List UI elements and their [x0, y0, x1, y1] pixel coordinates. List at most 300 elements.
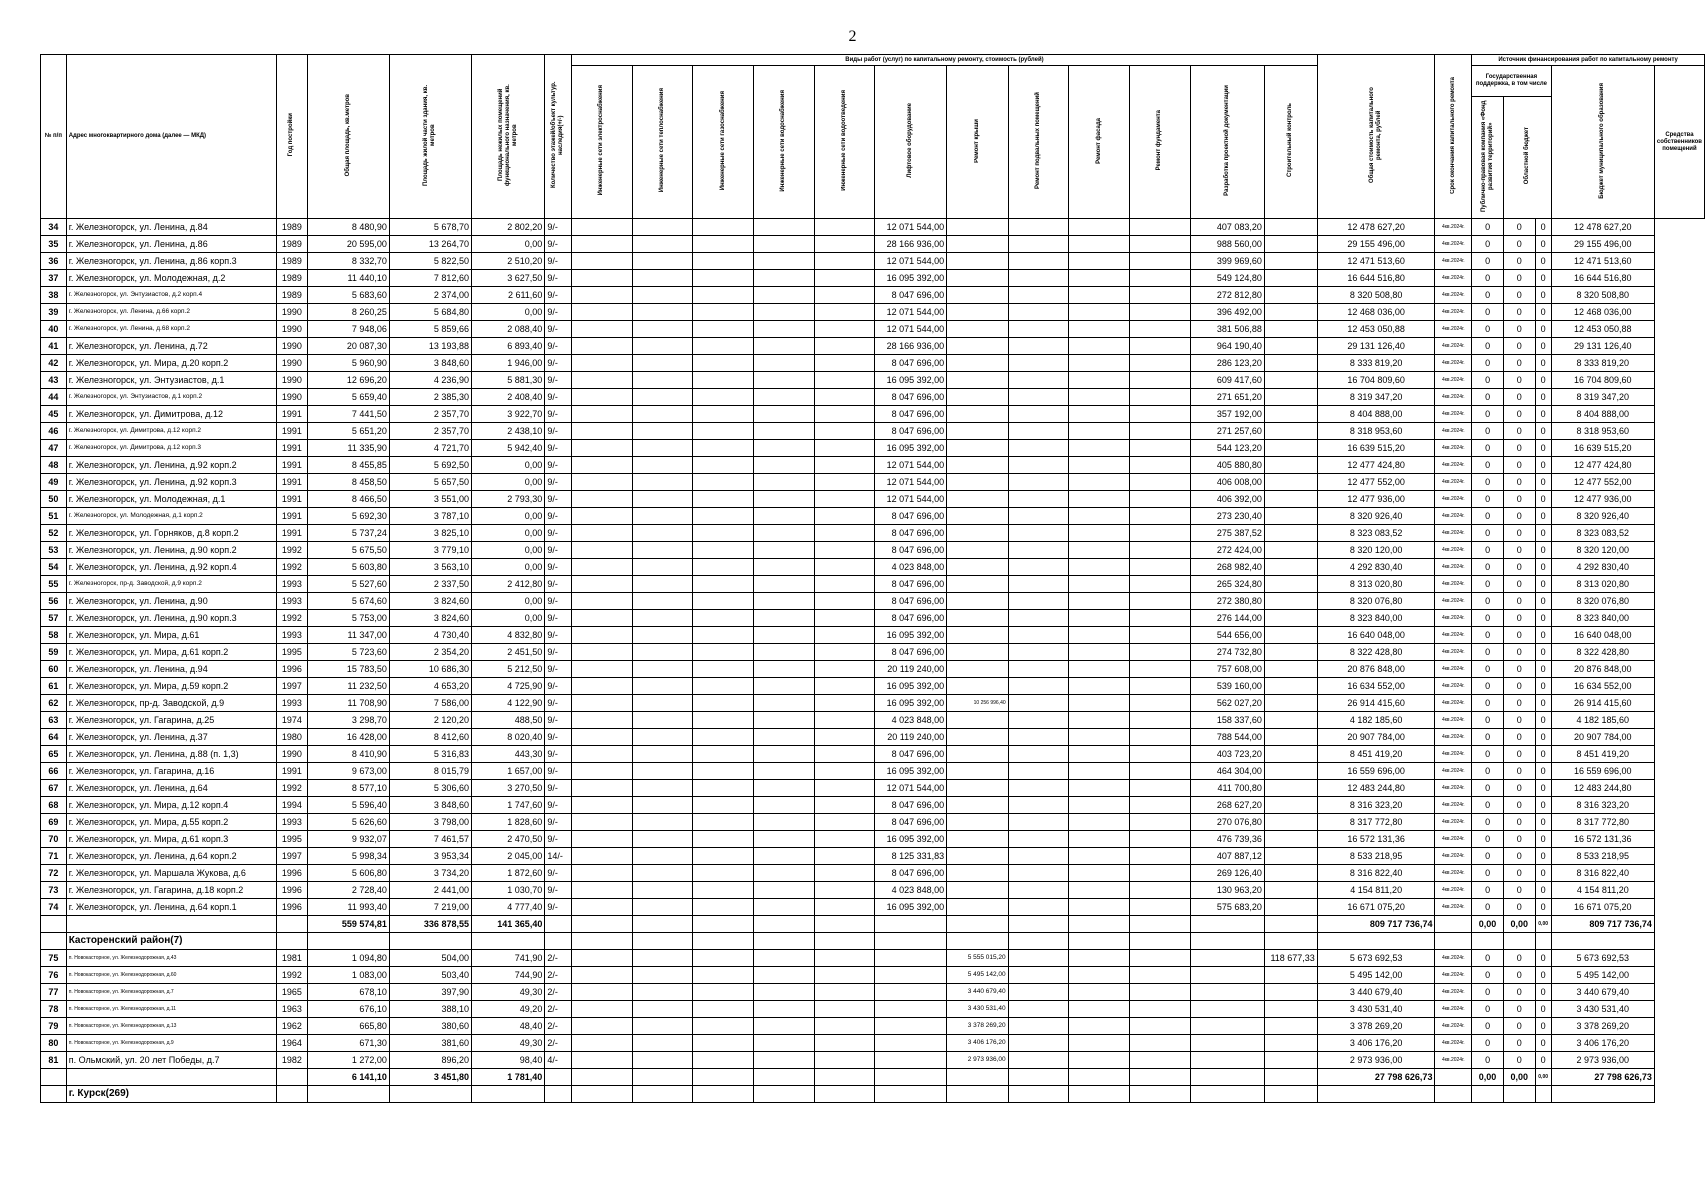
table-row — [41, 1052, 1705, 1069]
row-work-empty — [693, 304, 754, 321]
subtotal-total-cost: 27 798 626,73 — [1317, 1069, 1435, 1086]
row-floors: 9/- — [545, 287, 572, 304]
row-work-empty — [814, 372, 875, 389]
row-total-cost: 3 378 269,20 — [1317, 1018, 1435, 1035]
row-work-empty — [1008, 984, 1069, 1001]
row-municipal: 0 — [1535, 746, 1551, 763]
row-work-empty — [693, 865, 754, 882]
row-term: 4кв.2024г. — [1435, 661, 1472, 678]
row-work-empty — [754, 406, 815, 423]
table-row — [41, 644, 1705, 661]
row-work-empty — [1129, 304, 1190, 321]
row-work-empty — [1008, 712, 1069, 729]
row-address: г. Железногорск, ул. Молодежная, д.1 — [66, 491, 276, 508]
row-lift-cost: 16 095 392,00 — [875, 899, 947, 916]
row-work-empty — [814, 950, 875, 967]
row-living-area: 381,60 — [389, 1035, 471, 1052]
row-project-cost — [1190, 967, 1264, 984]
row-address: г. Железногорск, ул. Гагарина, д.18 корп.2 — [66, 882, 276, 899]
row-municipal: 0 — [1535, 1052, 1551, 1069]
row-address: г. Железногорск, пр-д. Заводской, д.9 корп.2 — [66, 576, 276, 593]
row-address: п. Новокасторное, ул. Железнодорожная, д.9 — [66, 1035, 276, 1052]
row-nonres-area: 0,00 — [471, 610, 544, 627]
row-municipal: 0 — [1535, 780, 1551, 797]
row-number: 72 — [41, 865, 67, 882]
row-lift-cost: 20 119 240,00 — [875, 661, 947, 678]
row-work-empty — [1069, 542, 1130, 559]
row-number: 59 — [41, 644, 67, 661]
row-term: 4кв.2024г. — [1435, 1018, 1472, 1035]
row-own-funds: 12 477 936,00 — [1551, 491, 1654, 508]
row-work-empty — [1069, 355, 1130, 372]
row-work-empty — [1069, 695, 1130, 712]
row-work-empty — [1008, 576, 1069, 593]
row-term: 4кв.2024г. — [1435, 814, 1472, 831]
row-address: г. Железногорск, ул. Ленина, д.92 корп.2 — [66, 457, 276, 474]
table-row — [41, 236, 1705, 253]
row-work-empty — [693, 219, 754, 236]
row-regional: 0 — [1503, 882, 1535, 899]
row-year: 1990 — [276, 372, 307, 389]
row-work-empty — [632, 882, 693, 899]
row-living-area: 8 015,79 — [389, 763, 471, 780]
row-term: 4кв.2024г. — [1435, 627, 1472, 644]
row-work-empty — [693, 950, 754, 967]
row-total-area: 5 675,50 — [307, 542, 389, 559]
subtotal-total-cost: 809 717 736,74 — [1317, 916, 1435, 933]
row-work-empty — [1069, 508, 1130, 525]
row-floors: 9/- — [545, 695, 572, 712]
row-work-empty — [632, 508, 693, 525]
row-nonres-area: 4 777,40 — [471, 899, 544, 916]
table-row — [41, 525, 1705, 542]
row-total-area: 11 993,40 — [307, 899, 389, 916]
table-row — [41, 950, 1705, 967]
row-living-area: 5 692,50 — [389, 457, 471, 474]
row-lift-cost — [875, 1052, 947, 1069]
row-own-funds: 3 378 269,20 — [1551, 1018, 1654, 1035]
row-work-empty — [1069, 576, 1130, 593]
row-control-cost — [1264, 406, 1317, 423]
row-lift-cost: 12 071 544,00 — [875, 304, 947, 321]
row-floors: 9/- — [545, 389, 572, 406]
row-total-area: 5 651,20 — [307, 423, 389, 440]
row-fund: 0 — [1472, 1018, 1504, 1035]
row-term: 4кв.2024г. — [1435, 525, 1472, 542]
row-term: 4кв.2024г. — [1435, 304, 1472, 321]
row-work-empty — [632, 559, 693, 576]
row-fund: 0 — [1472, 780, 1504, 797]
row-year: 1992 — [276, 610, 307, 627]
row-municipal: 0 — [1535, 372, 1551, 389]
row-work-empty — [572, 576, 633, 593]
row-work-empty — [1008, 491, 1069, 508]
row-project-cost: 464 304,00 — [1190, 763, 1264, 780]
row-work-empty — [632, 457, 693, 474]
row-address: г. Железногорск, ул. Мира, д.55 корп.2 — [66, 814, 276, 831]
row-floors: 9/- — [545, 899, 572, 916]
row-work-empty — [1008, 882, 1069, 899]
row-regional: 0 — [1503, 576, 1535, 593]
row-work-empty — [693, 661, 754, 678]
row-total-area: 5 674,60 — [307, 593, 389, 610]
row-total-cost: 4 154 811,20 — [1317, 882, 1435, 899]
row-work-empty — [632, 236, 693, 253]
row-regional: 0 — [1503, 678, 1535, 695]
row-work-empty — [572, 355, 633, 372]
row-project-cost: 274 732,80 — [1190, 644, 1264, 661]
row-control-cost — [1264, 610, 1317, 627]
subtotal-total-area: 6 141,10 — [307, 1069, 389, 1086]
row-work-empty — [632, 1035, 693, 1052]
header-regional: Областной бюджет — [1523, 127, 1530, 185]
section-row — [41, 933, 1705, 950]
row-total-area: 1 094,80 — [307, 950, 389, 967]
row-total-cost: 8 320 120,00 — [1317, 542, 1435, 559]
row-work-empty — [754, 814, 815, 831]
row-work-empty — [754, 270, 815, 287]
row-work-empty — [814, 695, 875, 712]
row-roof-cost — [947, 712, 1008, 729]
row-work-empty — [814, 338, 875, 355]
row-living-area: 3 848,60 — [389, 797, 471, 814]
row-work-empty — [1129, 746, 1190, 763]
row-regional: 0 — [1503, 661, 1535, 678]
row-project-cost: 539 160,00 — [1190, 678, 1264, 695]
row-work-empty — [754, 576, 815, 593]
row-roof-cost — [947, 355, 1008, 372]
row-work-empty — [754, 542, 815, 559]
row-total-area: 5 527,60 — [307, 576, 389, 593]
row-total-area: 665,80 — [307, 1018, 389, 1035]
row-roof-cost — [947, 287, 1008, 304]
row-work-empty — [814, 644, 875, 661]
row-work-empty — [1008, 780, 1069, 797]
row-lift-cost: 16 095 392,00 — [875, 831, 947, 848]
row-work-empty — [1008, 474, 1069, 491]
row-work-empty — [1008, 950, 1069, 967]
row-term: 4кв.2024г. — [1435, 780, 1472, 797]
row-work-empty — [632, 899, 693, 916]
row-work-empty — [693, 984, 754, 1001]
row-project-cost: 562 027,20 — [1190, 695, 1264, 712]
row-number: 78 — [41, 1001, 67, 1018]
row-project-cost: 609 417,60 — [1190, 372, 1264, 389]
row-living-area: 380,60 — [389, 1018, 471, 1035]
table-row — [41, 593, 1705, 610]
row-roof-cost — [947, 882, 1008, 899]
row-number: 50 — [41, 491, 67, 508]
row-nonres-area: 2 045,00 — [471, 848, 544, 865]
row-lift-cost: 16 095 392,00 — [875, 627, 947, 644]
row-control-cost — [1264, 219, 1317, 236]
row-work-empty — [814, 746, 875, 763]
row-number: 42 — [41, 355, 67, 372]
row-floors: 9/- — [545, 372, 572, 389]
row-regional: 0 — [1503, 542, 1535, 559]
row-fund: 0 — [1472, 219, 1504, 236]
row-total-area: 5 753,00 — [307, 610, 389, 627]
row-number: 62 — [41, 695, 67, 712]
row-roof-cost — [947, 763, 1008, 780]
row-regional: 0 — [1503, 253, 1535, 270]
row-fund: 0 — [1472, 661, 1504, 678]
row-year: 1993 — [276, 593, 307, 610]
row-control-cost — [1264, 304, 1317, 321]
row-work-empty — [814, 287, 875, 304]
row-work-empty — [693, 831, 754, 848]
row-work-empty — [632, 576, 693, 593]
row-nonres-area: 2 412,80 — [471, 576, 544, 593]
row-address: г. Железногорск, ул. Горняков, д.8 корп.2 — [66, 525, 276, 542]
row-work-empty — [572, 593, 633, 610]
row-living-area: 2 120,20 — [389, 712, 471, 729]
row-control-cost — [1264, 440, 1317, 457]
row-work-empty — [814, 559, 875, 576]
row-own-funds: 2 973 936,00 — [1551, 1052, 1654, 1069]
row-fund: 0 — [1472, 236, 1504, 253]
row-project-cost: 575 683,20 — [1190, 899, 1264, 916]
row-work-empty — [693, 253, 754, 270]
table-row — [41, 1035, 1705, 1052]
row-control-cost — [1264, 797, 1317, 814]
row-work-empty — [1008, 610, 1069, 627]
row-project-cost: 357 192,00 — [1190, 406, 1264, 423]
row-own-funds: 16 572 131,36 — [1551, 831, 1654, 848]
row-work-empty — [814, 389, 875, 406]
row-year: 1974 — [276, 712, 307, 729]
row-nonres-area: 1 872,60 — [471, 865, 544, 882]
row-project-cost: 265 324,80 — [1190, 576, 1264, 593]
row-project-cost: 406 392,00 — [1190, 491, 1264, 508]
row-work-empty — [1069, 950, 1130, 967]
row-year: 1992 — [276, 559, 307, 576]
row-work-empty — [632, 627, 693, 644]
row-work-empty — [572, 321, 633, 338]
row-work-empty — [1069, 899, 1130, 916]
row-regional: 0 — [1503, 729, 1535, 746]
row-fund: 0 — [1472, 593, 1504, 610]
row-work-empty — [572, 338, 633, 355]
row-term: 4кв.2024г. — [1435, 797, 1472, 814]
row-floors: 9/- — [545, 661, 572, 678]
row-number: 60 — [41, 661, 67, 678]
row-work-empty — [814, 610, 875, 627]
row-own-funds: 8 533 218,95 — [1551, 848, 1654, 865]
row-municipal: 0 — [1535, 814, 1551, 831]
row-floors: 9/- — [545, 525, 572, 542]
row-control-cost — [1264, 848, 1317, 865]
row-work-empty — [632, 967, 693, 984]
row-total-area: 5 606,80 — [307, 865, 389, 882]
row-floors: 9/- — [545, 763, 572, 780]
row-term: 4кв.2024г. — [1435, 831, 1472, 848]
row-municipal: 0 — [1535, 865, 1551, 882]
row-work-empty — [1069, 848, 1130, 865]
row-own-funds: 5 495 142,00 — [1551, 967, 1654, 984]
row-year: 1989 — [276, 236, 307, 253]
row-term: 4кв.2024г. — [1435, 219, 1472, 236]
row-work-empty — [814, 712, 875, 729]
row-work-empty — [693, 627, 754, 644]
row-work-empty — [632, 491, 693, 508]
row-municipal: 0 — [1535, 219, 1551, 236]
row-work-empty — [1069, 882, 1130, 899]
row-total-cost: 8 404 888,00 — [1317, 406, 1435, 423]
row-roof-cost — [947, 474, 1008, 491]
row-work-empty — [1008, 763, 1069, 780]
row-work-empty — [814, 576, 875, 593]
row-term: 4кв.2024г. — [1435, 678, 1472, 695]
row-total-area: 20 595,00 — [307, 236, 389, 253]
row-work-empty — [754, 440, 815, 457]
row-work-empty — [693, 797, 754, 814]
row-fund: 0 — [1472, 542, 1504, 559]
row-number: 45 — [41, 406, 67, 423]
row-work-empty — [1069, 219, 1130, 236]
row-work-empty — [1129, 865, 1190, 882]
table-row — [41, 984, 1705, 1001]
row-municipal: 0 — [1535, 559, 1551, 576]
row-control-cost — [1264, 372, 1317, 389]
row-control-cost — [1264, 899, 1317, 916]
row-living-area: 2 354,20 — [389, 644, 471, 661]
row-year: 1989 — [276, 253, 307, 270]
row-work-empty — [814, 457, 875, 474]
row-work-empty — [1129, 338, 1190, 355]
row-control-cost: 118 677,33 — [1264, 950, 1317, 967]
row-control-cost — [1264, 644, 1317, 661]
row-control-cost — [1264, 389, 1317, 406]
row-nonres-area: 6 893,40 — [471, 338, 544, 355]
row-work-empty — [814, 984, 875, 1001]
row-roof-cost — [947, 814, 1008, 831]
row-living-area: 7 219,00 — [389, 899, 471, 916]
row-year: 1993 — [276, 695, 307, 712]
row-address: г. Железногорск, ул. Энтузиастов, д.2 корп.4 — [66, 287, 276, 304]
row-own-funds: 8 404 888,00 — [1551, 406, 1654, 423]
row-work-empty — [1129, 491, 1190, 508]
row-work-empty — [632, 389, 693, 406]
row-fund: 0 — [1472, 831, 1504, 848]
row-nonres-area: 488,50 — [471, 712, 544, 729]
row-work-empty — [754, 695, 815, 712]
row-work-empty — [754, 321, 815, 338]
row-lift-cost — [875, 1001, 947, 1018]
row-lift-cost: 8 047 696,00 — [875, 593, 947, 610]
row-work-empty — [693, 338, 754, 355]
row-control-cost — [1264, 355, 1317, 372]
table-row — [41, 474, 1705, 491]
row-total-cost: 12 477 936,00 — [1317, 491, 1435, 508]
row-regional: 0 — [1503, 559, 1535, 576]
row-year: 1990 — [276, 746, 307, 763]
row-municipal: 0 — [1535, 831, 1551, 848]
row-roof-cost — [947, 508, 1008, 525]
row-number: 46 — [41, 423, 67, 440]
row-year: 1989 — [276, 287, 307, 304]
row-year: 1993 — [276, 576, 307, 593]
row-municipal: 0 — [1535, 678, 1551, 695]
row-work-empty — [754, 882, 815, 899]
row-municipal: 0 — [1535, 576, 1551, 593]
row-regional: 0 — [1503, 831, 1535, 848]
header-municipal: Бюджет муниципального образования — [1599, 82, 1606, 199]
row-control-cost — [1264, 491, 1317, 508]
row-nonres-area: 2 802,20 — [471, 219, 544, 236]
row-work-empty — [632, 1018, 693, 1035]
row-control-cost — [1264, 474, 1317, 491]
row-lift-cost: 8 047 696,00 — [875, 525, 947, 542]
row-work-empty — [754, 355, 815, 372]
row-floors: 9/- — [545, 576, 572, 593]
row-total-area: 20 087,30 — [307, 338, 389, 355]
row-municipal: 0 — [1535, 610, 1551, 627]
row-number: 65 — [41, 746, 67, 763]
row-term: 4кв.2024г. — [1435, 763, 1472, 780]
row-total-cost: 8 320 076,80 — [1317, 593, 1435, 610]
row-term: 4кв.2024г. — [1435, 321, 1472, 338]
row-work-empty — [814, 304, 875, 321]
row-roof-cost: 3 406 176,20 — [947, 1035, 1008, 1052]
row-nonres-area: 0,00 — [471, 559, 544, 576]
row-address: г. Железногорск, ул. Ленина, д.68 корп.2 — [66, 321, 276, 338]
row-fund: 0 — [1472, 627, 1504, 644]
row-address: г. Железногорск, ул. Мира, д.20 корп.2 — [66, 355, 276, 372]
row-own-funds: 26 914 415,60 — [1551, 695, 1654, 712]
row-regional: 0 — [1503, 1052, 1535, 1069]
row-work-empty — [754, 236, 815, 253]
row-municipal: 0 — [1535, 729, 1551, 746]
header-work-control: Строительный контроль — [1287, 103, 1294, 178]
row-living-area: 2 441,00 — [389, 882, 471, 899]
row-floors: 9/- — [545, 406, 572, 423]
table-row — [41, 882, 1705, 899]
row-number: 53 — [41, 542, 67, 559]
capital-repair-table — [40, 54, 1705, 1103]
row-address: г. Железногорск, ул. Ленина, д.92 корп.4 — [66, 559, 276, 576]
row-lift-cost: 8 047 696,00 — [875, 389, 947, 406]
row-municipal: 0 — [1535, 984, 1551, 1001]
row-number: 55 — [41, 576, 67, 593]
row-municipal: 0 — [1535, 644, 1551, 661]
row-work-empty — [754, 797, 815, 814]
row-work-empty — [1129, 644, 1190, 661]
subtotal-municipal: 0,00 — [1535, 1069, 1551, 1086]
row-total-area: 5 603,80 — [307, 559, 389, 576]
row-regional: 0 — [1503, 1035, 1535, 1052]
row-work-empty — [693, 610, 754, 627]
row-floors: 2/- — [545, 984, 572, 1001]
row-number: 80 — [41, 1035, 67, 1052]
row-work-empty — [1069, 967, 1130, 984]
row-work-empty — [1008, 644, 1069, 661]
row-project-cost: 406 008,00 — [1190, 474, 1264, 491]
row-work-empty — [632, 253, 693, 270]
row-year: 1993 — [276, 627, 307, 644]
table-row — [41, 253, 1705, 270]
row-work-empty — [572, 729, 633, 746]
row-fund: 0 — [1472, 304, 1504, 321]
row-total-area: 11 335,90 — [307, 440, 389, 457]
row-work-empty — [1008, 253, 1069, 270]
row-floors: 9/- — [545, 865, 572, 882]
row-municipal: 0 — [1535, 440, 1551, 457]
row-year: 1990 — [276, 338, 307, 355]
row-work-empty — [572, 474, 633, 491]
row-term: 4кв.2024г. — [1435, 491, 1472, 508]
row-work-empty — [1069, 729, 1130, 746]
